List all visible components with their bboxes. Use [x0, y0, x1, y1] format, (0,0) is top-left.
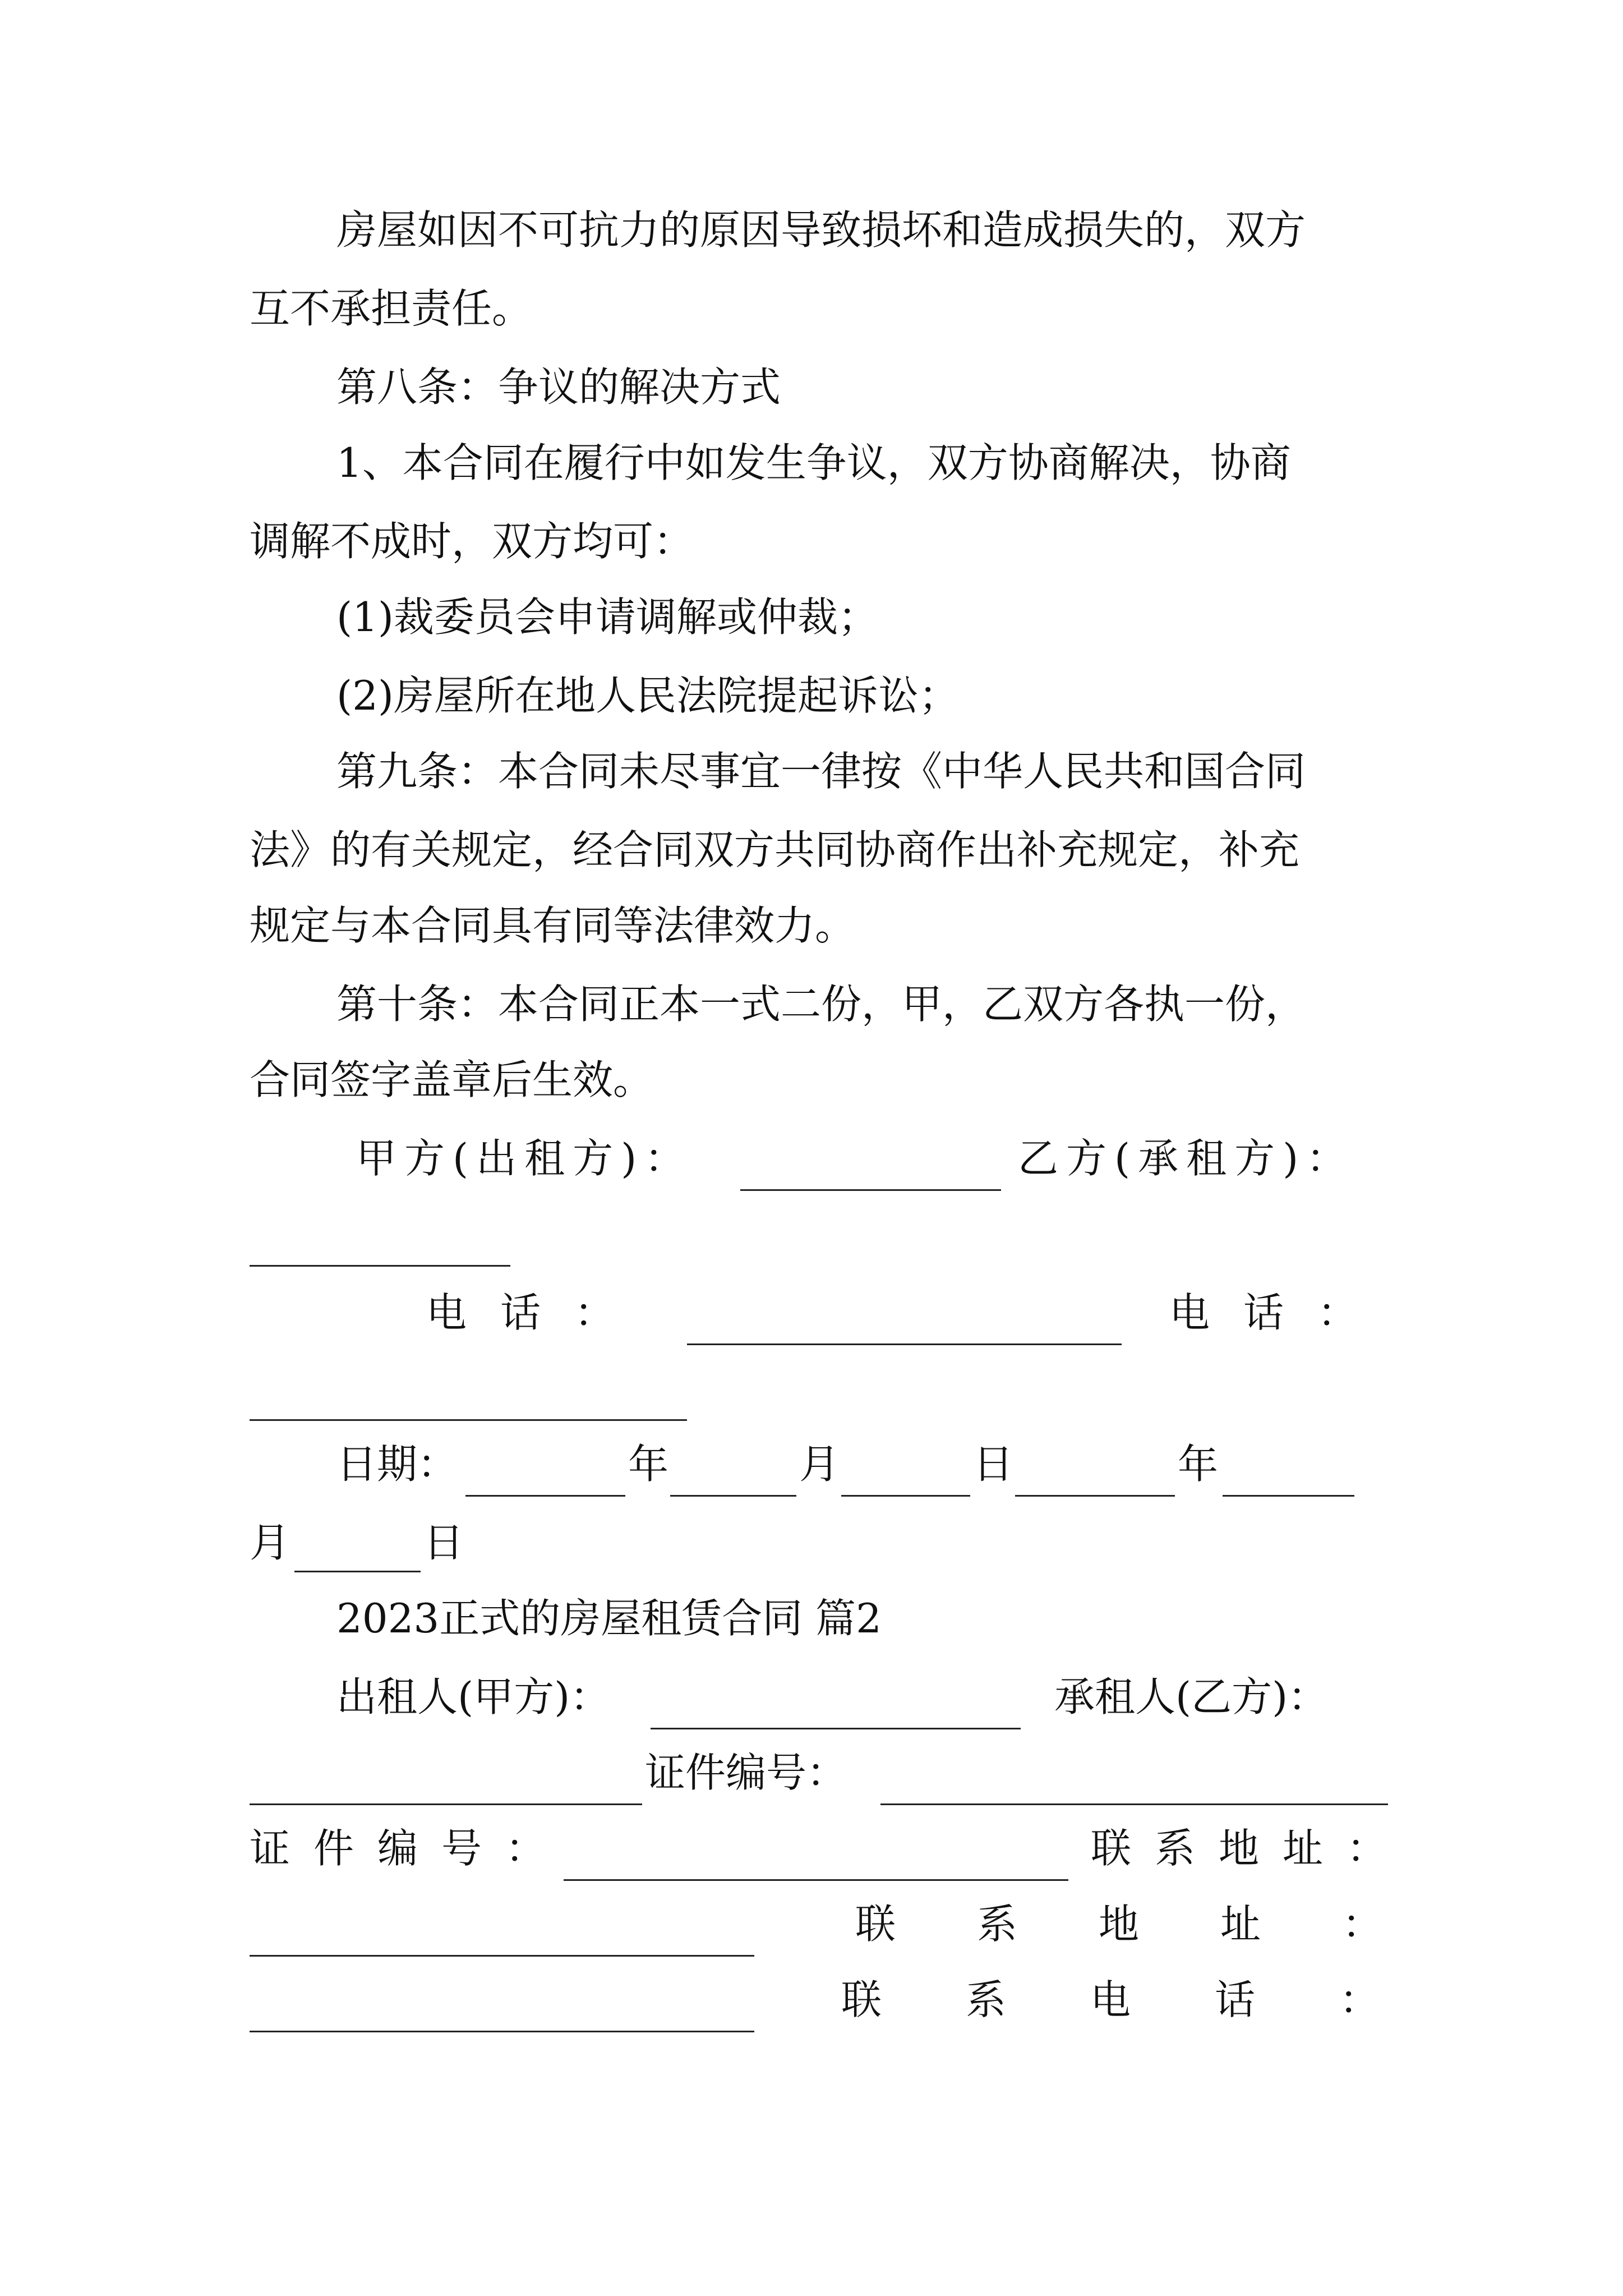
- id-number-label: 证件编号：: [250, 1825, 570, 1872]
- lessee-blank[interactable]: [250, 1803, 642, 1805]
- party-a-blank[interactable]: [740, 1189, 1001, 1191]
- year-label: 年: [1178, 1441, 1219, 1488]
- address-b-blank[interactable]: [250, 2031, 754, 2032]
- address-label: 联系地址：: [855, 1901, 1464, 1948]
- phone-label: 联系电话：: [841, 1976, 1464, 2023]
- day-label: 日: [423, 1519, 464, 1566]
- date-label: 日期：: [336, 1441, 458, 1488]
- address-a-blank[interactable]: [250, 1955, 754, 1957]
- day-a-blank[interactable]: [841, 1495, 970, 1497]
- day-b-blank[interactable]: [294, 1571, 421, 1572]
- paragraph-line: 规定与本合同具有同等法律效力。: [250, 902, 856, 949]
- month-label: 月: [250, 1519, 291, 1566]
- lessor-label: 出租人(甲方)：: [336, 1673, 611, 1720]
- id-number-a-blank[interactable]: [564, 1879, 1068, 1881]
- address-label: 联系地址：: [1091, 1825, 1411, 1872]
- phone-b-blank[interactable]: [250, 1419, 687, 1421]
- lessor-blank[interactable]: [651, 1728, 1021, 1729]
- year-b-blank[interactable]: [1015, 1495, 1175, 1497]
- year-label: 年: [628, 1441, 669, 1488]
- id-number-b-blank[interactable]: [880, 1803, 1388, 1805]
- month-label: 月: [799, 1441, 840, 1488]
- phone-label-a: 电话：: [426, 1289, 649, 1336]
- party-b-label: 乙方(承租方)：: [1018, 1135, 1355, 1182]
- paragraph-line: 房屋如因不可抗力的原因导致损坏和造成损失的，双方: [336, 206, 1306, 254]
- month-b-blank-top[interactable]: [1223, 1495, 1354, 1497]
- party-a-label: 甲方(出租方)：: [356, 1135, 693, 1182]
- party-b-blank[interactable]: [250, 1265, 510, 1267]
- list-item: (1)裁委员会申请调解或仲裁；: [336, 593, 878, 641]
- paragraph-line: 调解不成时，双方均可：: [250, 518, 694, 565]
- paragraph-line: 合同签字盖章后生效。: [250, 1056, 654, 1103]
- year-a-blank[interactable]: [465, 1495, 625, 1497]
- article-8-title: 第八条：争议的解决方式: [336, 364, 781, 411]
- article-10-line: 第十条：本合同正本一式二份，甲，乙双方各执一份，: [336, 981, 1306, 1028]
- article-9-line: 第九条：本合同未尽事宜一律按《中华人民共和国合同: [336, 748, 1306, 795]
- month-a-blank[interactable]: [670, 1495, 796, 1497]
- list-item: (2)房屋所在地人民法院提起诉讼；: [336, 672, 959, 719]
- lessee-label: 承租人(乙方)：: [1054, 1673, 1329, 1720]
- phone-label-b: 电话：: [1169, 1289, 1392, 1336]
- day-label: 日: [973, 1441, 1014, 1488]
- id-number-label: 证件编号：: [645, 1749, 847, 1796]
- paragraph-line: 法》的有关规定，经合同双方共同协商作出补充规定，补充: [250, 826, 1300, 873]
- section-heading: 2023正式的房屋租赁合同 篇2: [336, 1595, 882, 1642]
- paragraph-line: 互不承担责任。: [250, 285, 533, 332]
- paragraph-line: 1、本合同在履行中如发生争议，双方协商解决，协商: [336, 439, 1291, 486]
- phone-a-blank[interactable]: [687, 1343, 1122, 1345]
